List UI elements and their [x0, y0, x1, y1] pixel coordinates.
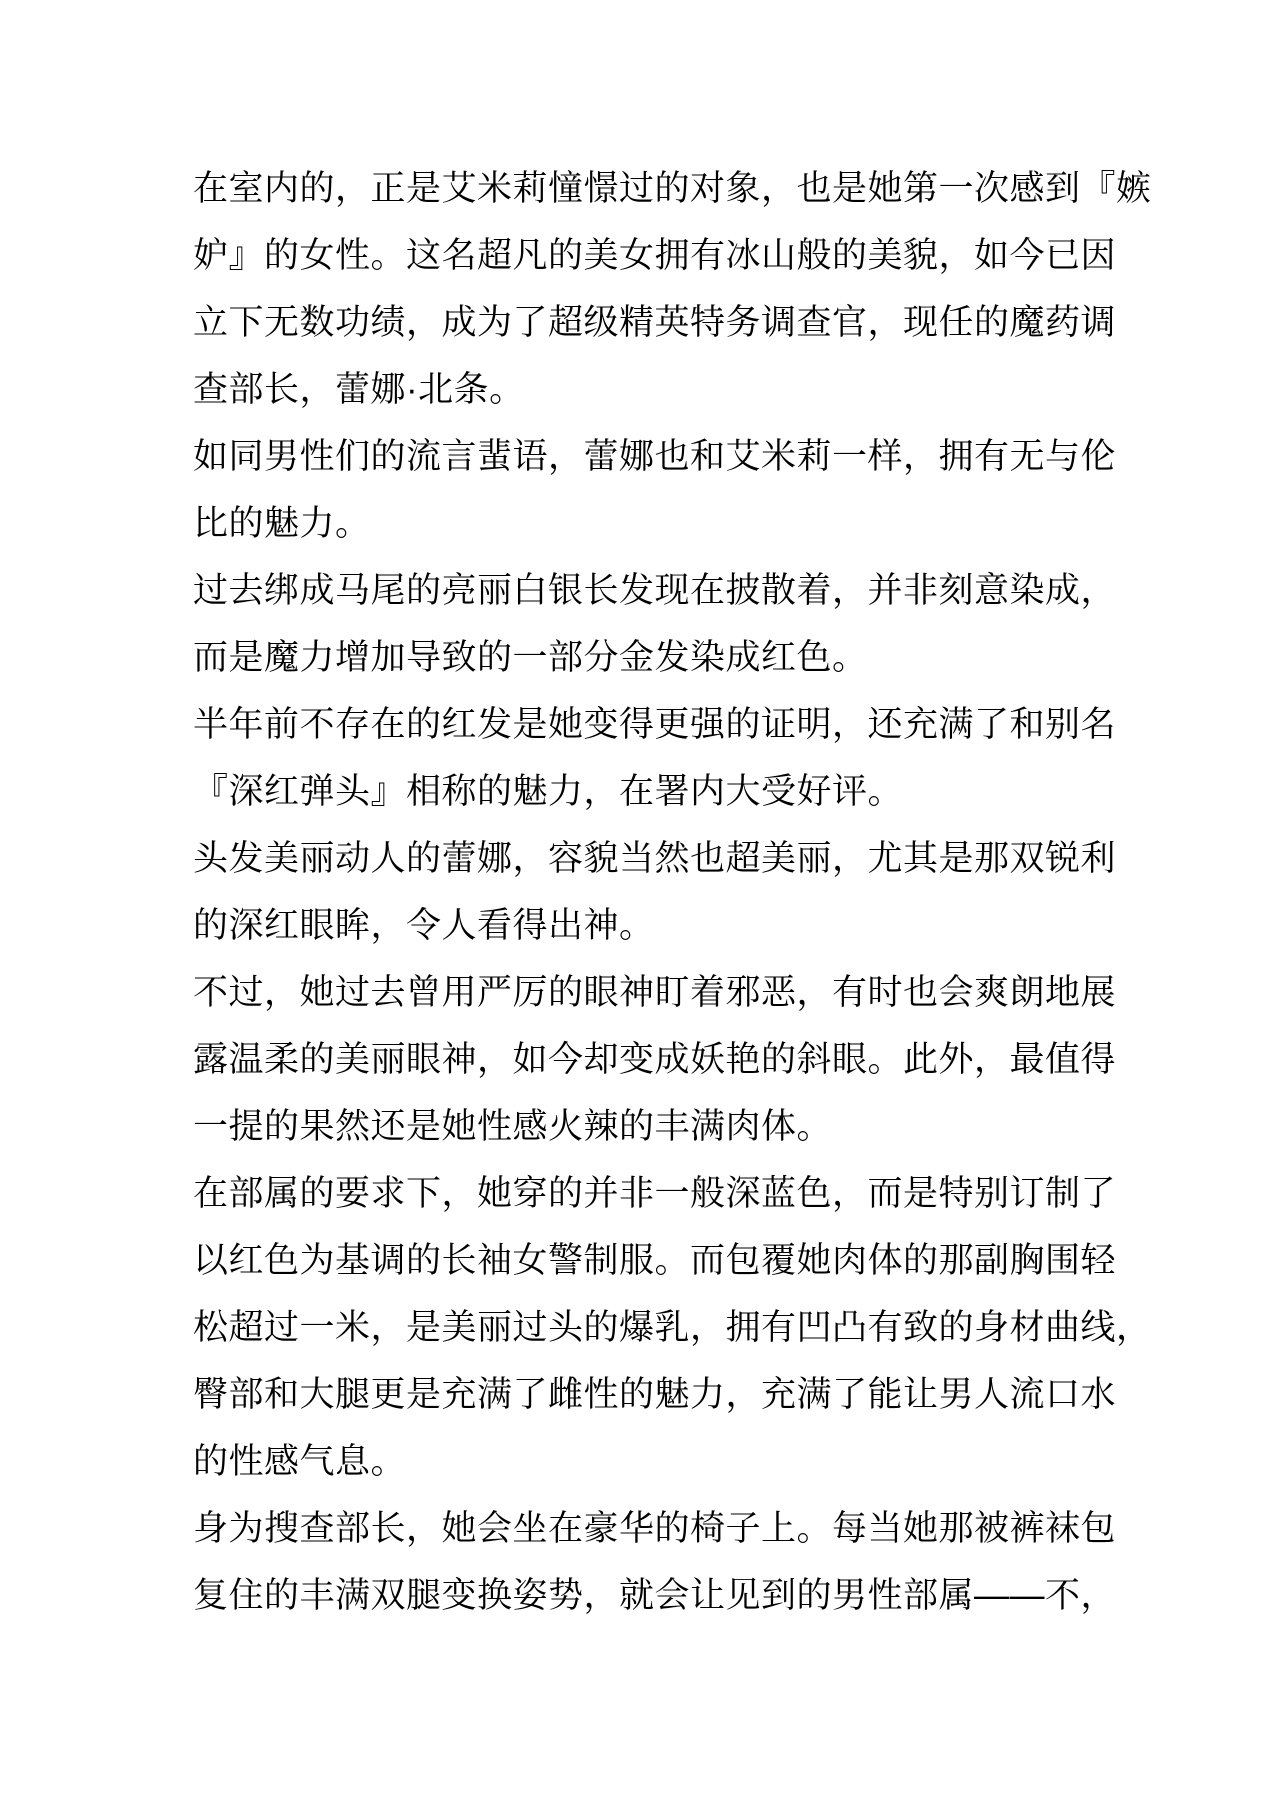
paragraph — [193, 155, 1152, 423]
document-text — [193, 155, 1152, 1629]
text-line: 的性感气息。 — [193, 1442, 407, 1481]
paragraph — [193, 691, 1133, 825]
text-line: 不过，她过去曾用严厉的眼神盯着邪恶，有时也会爽朗地展 — [193, 973, 1117, 1012]
text-line: 如同男性们的流言蜚语，蕾娜也和艾米莉一样，拥有无与伦 — [193, 437, 1117, 476]
paragraph — [193, 959, 1133, 1160]
text-line: 臀部和大腿更是充满了雌性的魅力，充满了能让男人流口水 — [193, 1375, 1117, 1414]
text-line: 而是魔力增加导致的一部分金发染成红色。 — [193, 638, 868, 677]
paragraph — [193, 1495, 1133, 1629]
paragraph — [193, 825, 1133, 959]
text-line: 复住的丰满双腿变换姿势，就会让见到的男性部属——不， — [193, 1576, 1117, 1615]
text-line: 过去绑成马尾的亮丽白银长发现在披散着，并非刻意染成， — [193, 571, 1117, 610]
text-line: 半年前不存在的红发是她变得更强的证明，还充满了和别名 — [193, 705, 1117, 744]
text-line: 比的魅力。 — [193, 504, 371, 543]
text-line: 露温柔的美丽眼神，如今却变成妖艳的斜眼。此外，最值得 — [193, 1040, 1117, 1079]
paragraph — [193, 423, 1133, 557]
paragraph — [193, 1160, 1152, 1495]
text-line: 身为搜查部长，她会坐在豪华的椅子上。每当她那被裤袜包 — [193, 1509, 1117, 1548]
text-line: 头发美丽动人的蕾娜，容貌当然也超美丽，尤其是那双锐利 — [193, 839, 1117, 878]
text-line: 的深红眼眸，令人看得出神。 — [193, 906, 655, 945]
text-line: 立下无数功绩，成为了超级精英特务调查官，现任的魔药调 — [193, 303, 1117, 342]
paragraph — [193, 557, 1133, 691]
text-line: 妒』的女性。这名超凡的美女拥有冰山般的美貌，如今已因 — [193, 236, 1117, 275]
text-line: 松超过一米，是美丽过头的爆乳，拥有凹凸有致的身材曲线， — [193, 1308, 1152, 1347]
text-line: 『深红弹头』相称的魅力，在署内大受好评。 — [193, 772, 904, 811]
text-line: 一提的果然还是她性感火辣的丰满肉体。 — [193, 1107, 833, 1146]
text-line: 查部长，蕾娜·北条。 — [193, 370, 525, 409]
text-line: 以红色为基调的长袖女警制服。而包覆她肉体的那副胸围轻 — [193, 1241, 1117, 1280]
text-line: 在部属的要求下，她穿的并非一般深蓝色，而是特别订制了 — [193, 1174, 1117, 1213]
text-line: 在室内的，正是艾米莉憧憬过的对象，也是她第一次感到『嫉 — [193, 169, 1152, 208]
